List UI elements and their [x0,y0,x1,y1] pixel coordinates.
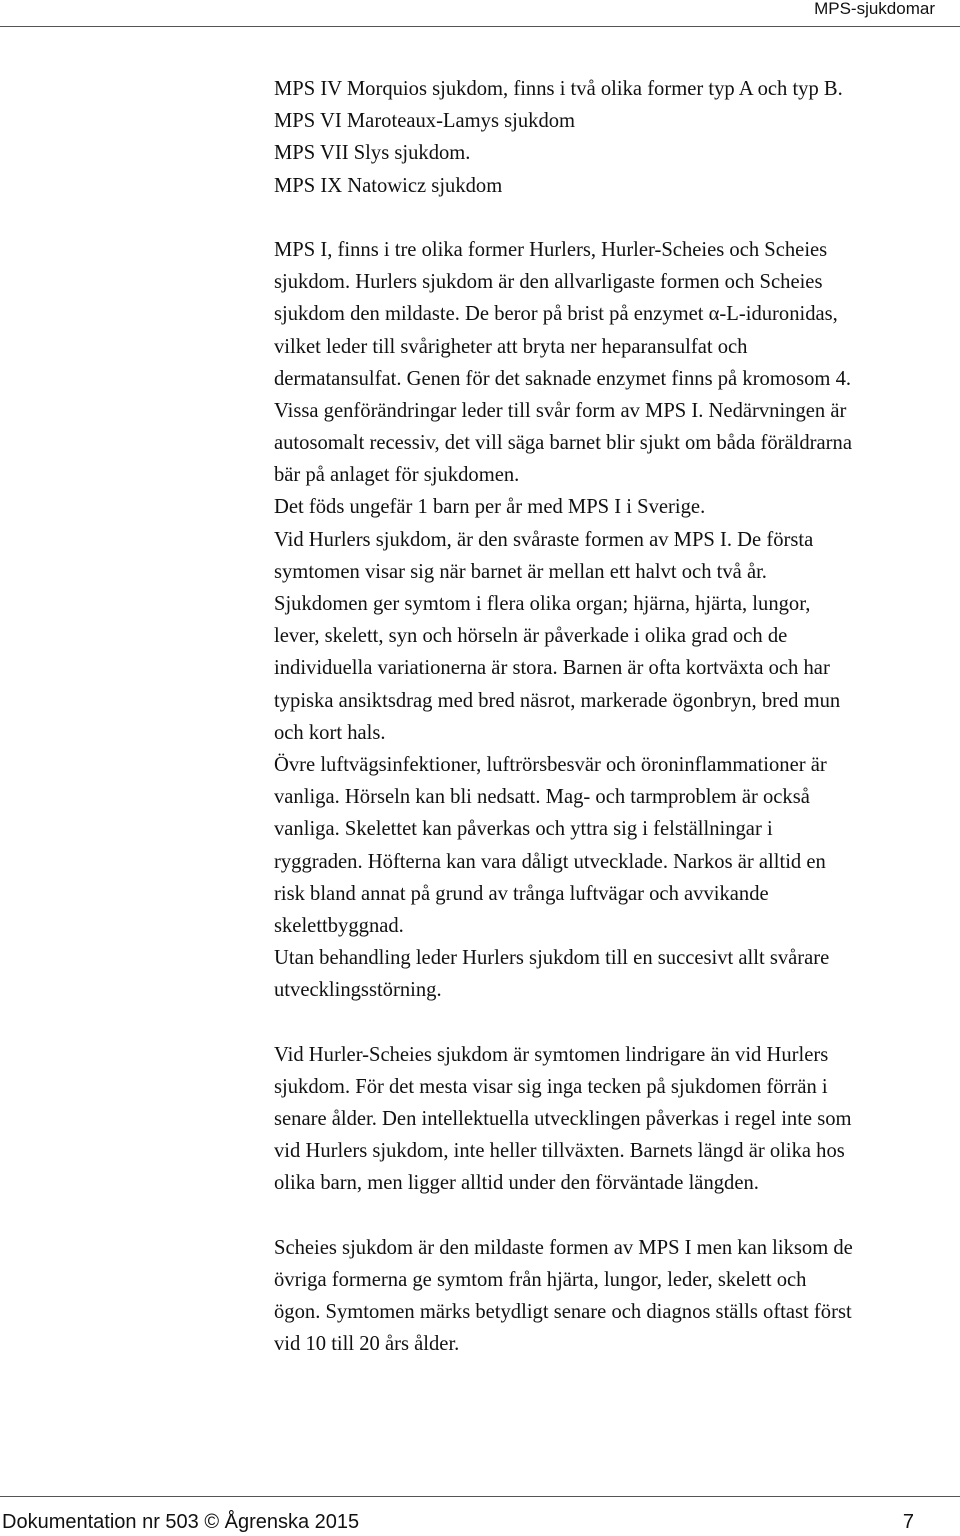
paragraph-spacer [274,1200,960,1232]
text-line: vid Hurlers sjukdom, inte heller tillväxten. Barnets längd är olika hos [274,1140,845,1163]
text-line: MPS I, finns i tre olika former Hurlers, Hurler-Scheies och Scheies [274,238,828,261]
footer-document-info: Dokumentation nr 503 © Ågrenska 2015 [2,1511,360,1533]
text-line: MPS IV Morquios sjukdom, finns i två olika former typ A och typ B. [274,78,843,100]
text-line: vid 10 till 20 års ålder. [274,1333,460,1356]
text-line: Övre luftvägsinfektioner, luftrörsbesvär och öroninflammationer är [274,753,827,776]
text-line: Vissa genförändringar leder till svår form av MPS I. Nedärvningen är [274,399,847,422]
text-line: MPS VII Slys sjukdom. [274,142,471,165]
text-line: sjukdom den mildaste. De beror på brist på enzymet α-L-iduronidas, [274,303,838,326]
paragraph-hurler-scheies [274,1039,960,1200]
text-line: sjukdom. För det mesta visar sig inga tecken på sjukdomen förrän i [274,1075,828,1098]
text-line: Scheies sjukdom är den mildaste formen av MPS I men kan liksom de [274,1236,853,1259]
text-line: vanliga. Skelettet kan påverkas och yttra sig i felställningar i [274,818,773,841]
text-line: Sjukdomen ger symtom i flera olika organ; hjärna, hjärta, lungor, [274,593,811,615]
text-line: ögon. Symtomen märks betydligt senare och diagnos ställs oftast först [274,1301,852,1324]
text-line: autosomalt recessiv, det vill säga barnet blir sjukt om båda föräldrarna [274,432,852,455]
text-line: bär på anlaget för sjukdomen. [274,464,520,487]
text-line: Vid Hurler-Scheies sjukdom är symtomen lindrigare än vid Hurlers [274,1043,829,1066]
page-number: 7 [902,1511,914,1533]
mps-types-list [274,73,960,202]
document-body [274,73,960,1361]
text-line: Vid Hurlers sjukdom, är den svåraste formen av MPS I. De första [274,528,814,551]
paragraph-scheies [274,1232,960,1361]
text-line: ryggraden. Höfterna kan vara dåligt utvecklade. Narkos är alltid en [274,850,826,873]
text-line: lever, skelett, syn och hörseln är påverkade i olika grad och de [274,625,788,648]
text-line: utvecklingsstörning. [274,979,442,1002]
text-line: och kort hals. [274,721,386,744]
text-line: senare ålder. Den intellektuella utvecklingen påverkas i regel inte som [274,1108,852,1130]
paragraph-spacer [274,202,960,234]
paragraph-mps-i [274,234,960,1007]
paragraph-spacer [274,1006,960,1038]
text-line: vilket leder till svårigheter att bryta ner heparansulfat och [274,335,748,358]
text-line: vanliga. Hörseln kan bli nedsatt. Mag- och tarmproblem är också [274,786,810,809]
page-header [0,0,960,27]
text-line: MPS VI Maroteaux-Lamys sjukdom [274,110,576,133]
text-line: risk bland annat på grund av trånga luftvägar och avvikande [274,882,769,905]
text-line: olika barn, men ligger alltid under den förväntade längden. [274,1172,759,1195]
text-line: symtomen visar sig när barnet är mellan ett halvt och två år. [274,560,767,583]
text-line: individuella variationerna är stora. Barnen är ofta kortväxta och har [274,657,830,680]
page-footer [0,1496,960,1536]
running-header-title: MPS-sjukdomar [814,0,935,18]
text-line: skelettbyggnad. [274,914,404,937]
text-line: Det föds ungefär 1 barn per år med MPS I i Sverige. [274,496,706,519]
text-line: sjukdom. Hurlers sjukdom är den allvarligaste formen och Scheies [274,271,823,294]
text-line: övriga formerna ge symtom från hjärta, lungor, leder, skelett och [274,1268,807,1291]
text-line: typiska ansiktsdrag med bred näsrot, markerade ögonbryn, bred mun [274,689,841,712]
text-line: dermatansulfat. Genen för det saknade enzymet finns på kromosom 4. [274,367,852,390]
text-line: Utan behandling leder Hurlers sjukdom till en succesivt allt svårare [274,947,830,970]
text-line: MPS IX Natowicz sjukdom [274,174,503,197]
